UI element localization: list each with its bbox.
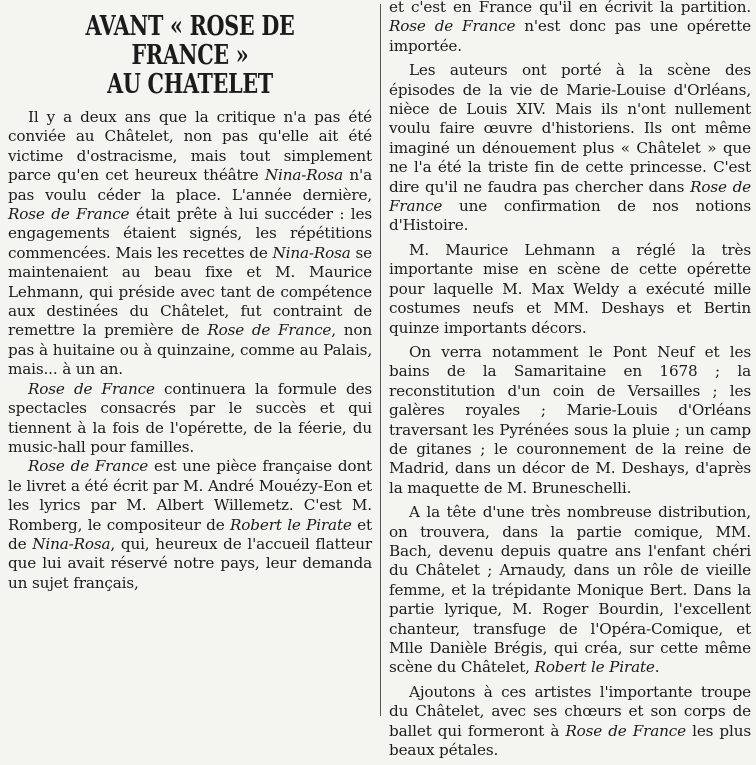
left-column-body xyxy=(8,108,372,593)
paragraph: Il y a deux ans que la critique n'a pas été conviée au Châtelet, non pas qu'elle ait été victime d'ostracisme, mais tout simplement parce qu'en cet heureux théâtre Nina-Rosa n'a pas voulu céder la place. L'année dernière, Rose de France était prête à lui succéder : les engagements étaient signés, les répétitions commencées. Mais les recettes de Nina-Rosa se maintenaient au beau fixe et M. Maurice Lehmann, qui préside avec tant de compétence aux destinées du Châtelet, fut contraint de remettre la première de Rose de France, non pas à huitaine ou à quinzaine, comme au Palais, mais... à un an. xyxy=(8,108,372,379)
column-divider xyxy=(380,4,381,716)
headline-line-1: AVANT « ROSE DE FRANCE » xyxy=(85,11,295,71)
paragraph: Rose de France est une pièce française dont le livret a été écrit par M. André Mouézy-Eon et les lyrics par M. Albert Willemetz. C'est M. Romberg, le compositeur de Robert le Pirate et de Nina-Rosa, qui, heureux de l'accueil flatteur que lui avait réservé notre pays, leur demanda un sujet français, xyxy=(8,457,372,592)
headline-line-2: AU CHATELET xyxy=(107,69,273,100)
paragraph: Ajoutons à ces artistes l'importante troupe du Châtelet, avec ses chœurs et son corps de ballet qui formeront à Rose de France les plus beaux pétales. xyxy=(389,682,751,760)
right-column-body xyxy=(389,0,751,760)
paragraph-continued: et c'est en France qu'il en écrivit la partition. Rose de France n'est donc pas une opérette importée. xyxy=(389,0,751,55)
paragraph: A la tête d'une très nombreuse distribution, on trouvera, dans la partie comique, MM. Bach, devenu depuis quatre ans l'enfant chéri du Châtelet ; Arnaudy, dans un rôle de vieille femme, et la trépidante Monique Bert. Dans la partie lyrique, M. Roger Bourdin, l'excellent chanteur, transfuge de l'Opéra-Comique, et Mlle Danièle Brégis, qui créa, sur cette même scène du Châtelet, Robert le Pirate. xyxy=(389,503,751,677)
right-column xyxy=(389,0,751,765)
headline xyxy=(35,12,344,99)
paragraph: Rose de France continuera la formule des spectacles consacrés par le succès et qui tiennent à la fois de l'opérette, de la féerie, du music-hall pour familles. xyxy=(8,379,372,456)
paragraph: On verra notamment le Pont Neuf et les bains de la Samaritaine en 1678 ; la reconstitution d'un coin de Versailles ; les galères royales ; Marie-Louis d'Orléans traversant les Pyrénées sous la pluie ; un camp de gitanes ; le couronnement de la reine de Madrid, dans un décor de M. Deshays, d'après la maquette de M. Bruneschelli. xyxy=(389,342,751,497)
paragraph: Les auteurs ont porté à la scène des épisodes de la vie de Marie-Louise d'Orléans, nièce de Louis XIV. Mais ils n'ont nullement voulu faire œuvre d'historiens. Ils ont même imaginé un dénouement plus « Châtelet » que ne l'a été la triste fin de cette princesse. C'est dire qu'il ne faudra pas chercher dans Rose de France une confirmation de nos notions d'Histoire. xyxy=(389,61,752,235)
paragraph: M. Maurice Lehmann a réglé la très importante mise en scène de cette opérette pour laquelle M. Max Weldy a exécuté mille costumes neufs et MM. Deshays et Bertin quinze importants décors. xyxy=(389,240,751,337)
left-column xyxy=(8,0,372,593)
